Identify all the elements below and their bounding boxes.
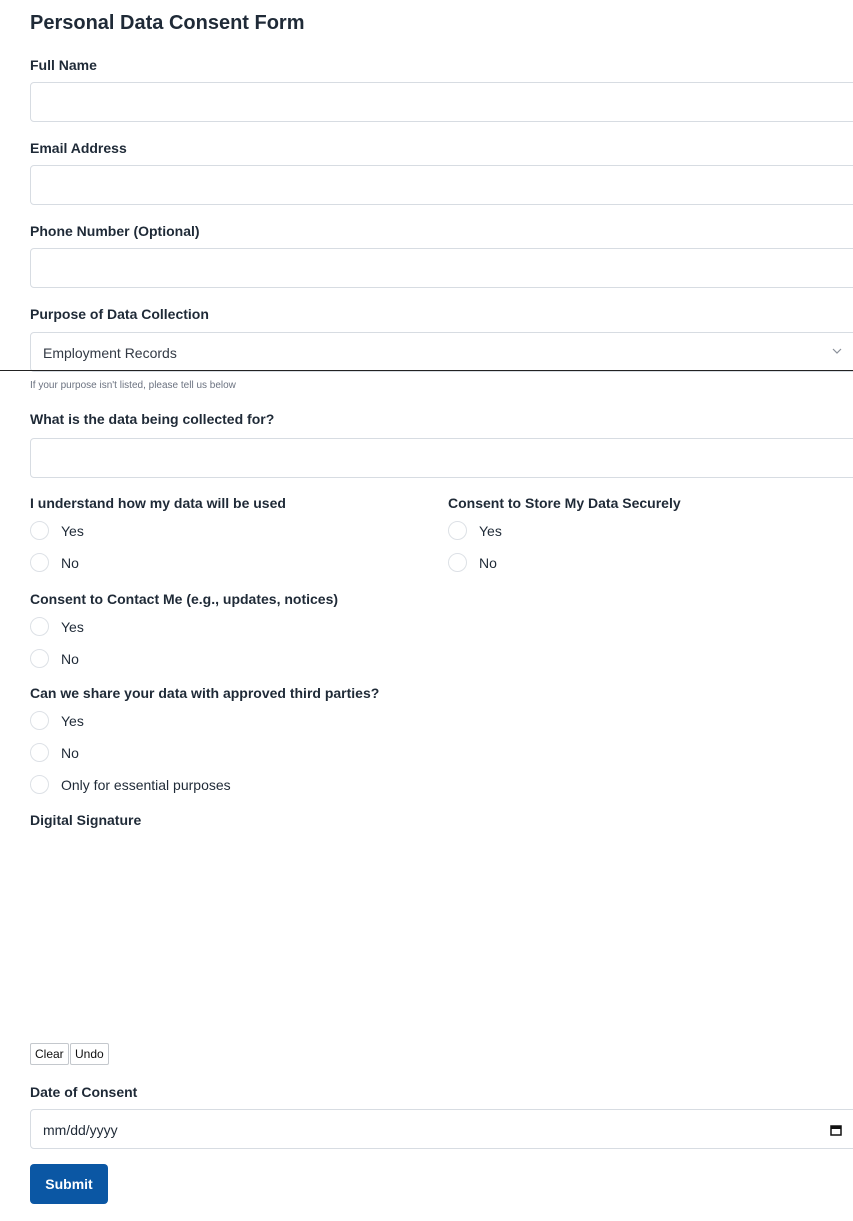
email-input[interactable] bbox=[31, 166, 853, 204]
radio-label: Yes bbox=[479, 522, 502, 539]
purpose-label: Purpose of Data Collection bbox=[30, 306, 209, 322]
share-essential-radio[interactable] bbox=[30, 775, 231, 794]
radio-circle[interactable] bbox=[30, 743, 49, 762]
email-label: Email Address bbox=[30, 140, 127, 156]
date-placeholder: mm/dd/yyyy bbox=[43, 1122, 118, 1138]
divider bbox=[0, 370, 853, 371]
share-no-radio[interactable] bbox=[30, 743, 79, 762]
chevron-down-icon bbox=[831, 345, 843, 357]
understand-no-radio[interactable] bbox=[30, 553, 79, 572]
store-no-radio[interactable] bbox=[448, 553, 497, 572]
radio-circle[interactable] bbox=[30, 775, 49, 794]
page-title: Personal Data Consent Form bbox=[30, 12, 305, 34]
calendar-icon[interactable] bbox=[829, 1123, 843, 1137]
radio-label: No bbox=[61, 744, 79, 761]
full-name-field-wrapper bbox=[30, 82, 853, 122]
signature-pad[interactable] bbox=[30, 840, 830, 1040]
radio-circle[interactable] bbox=[30, 521, 49, 540]
radio-label: Yes bbox=[61, 712, 84, 729]
understand-label: I understand how my data will be used bbox=[30, 495, 286, 511]
radio-circle[interactable] bbox=[30, 711, 49, 730]
clear-signature-button[interactable]: Clear bbox=[30, 1043, 69, 1065]
phone-field-wrapper bbox=[30, 248, 853, 288]
purpose-other-field-wrapper bbox=[30, 438, 853, 478]
phone-input[interactable] bbox=[31, 249, 853, 287]
submit-button[interactable]: Submit bbox=[30, 1164, 108, 1204]
purpose-other-label: What is the data being collected for? bbox=[30, 411, 275, 427]
radio-label: Only for essential purposes bbox=[61, 776, 231, 793]
date-label: Date of Consent bbox=[30, 1084, 138, 1100]
radio-circle[interactable] bbox=[448, 553, 467, 572]
undo-signature-button[interactable]: Undo bbox=[70, 1043, 109, 1065]
contact-label: Consent to Contact Me (e.g., updates, notices) bbox=[30, 591, 339, 607]
understand-yes-radio[interactable] bbox=[30, 521, 84, 540]
email-field-wrapper bbox=[30, 165, 853, 205]
signature-label: Digital Signature bbox=[30, 812, 142, 828]
full-name-input[interactable] bbox=[31, 83, 853, 121]
radio-circle[interactable] bbox=[30, 553, 49, 572]
radio-label: No bbox=[61, 554, 79, 571]
radio-label: Yes bbox=[61, 522, 84, 539]
share-yes-radio[interactable] bbox=[30, 711, 84, 730]
purpose-hint: If your purpose isn't listed, please tell us below bbox=[30, 380, 236, 391]
date-input[interactable] bbox=[30, 1109, 853, 1149]
share-label: Can we share your data with approved third parties? bbox=[30, 685, 380, 701]
store-label: Consent to Store My Data Securely bbox=[448, 495, 681, 511]
purpose-select[interactable] bbox=[30, 332, 853, 372]
contact-yes-radio[interactable] bbox=[30, 617, 84, 636]
store-yes-radio[interactable] bbox=[448, 521, 502, 540]
phone-label: Phone Number (Optional) bbox=[30, 223, 200, 239]
purpose-selected-value: Employment Records bbox=[43, 345, 177, 361]
contact-no-radio[interactable] bbox=[30, 649, 79, 668]
purpose-other-input[interactable] bbox=[31, 439, 853, 477]
radio-circle[interactable] bbox=[448, 521, 467, 540]
radio-circle[interactable] bbox=[30, 649, 49, 668]
radio-label: Yes bbox=[61, 618, 84, 635]
full-name-label: Full Name bbox=[30, 57, 97, 73]
radio-circle[interactable] bbox=[30, 617, 49, 636]
radio-label: No bbox=[61, 650, 79, 667]
radio-label: No bbox=[479, 554, 497, 571]
